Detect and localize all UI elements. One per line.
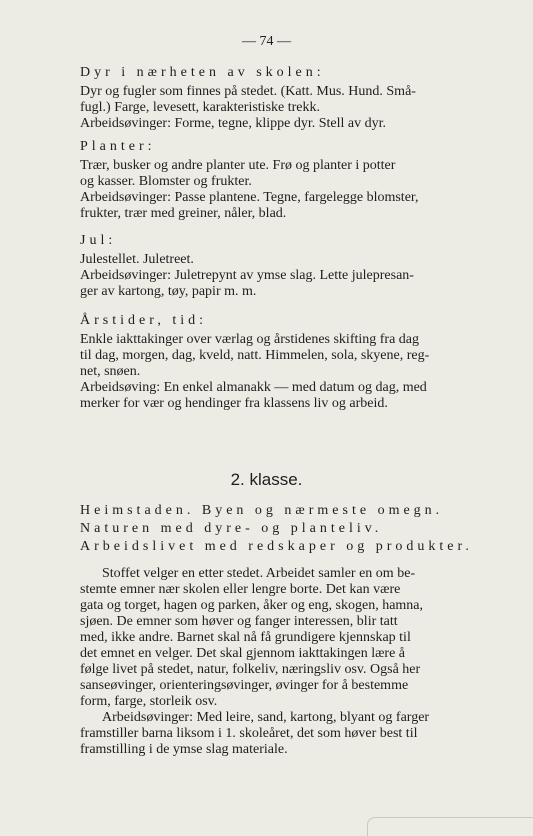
text-line: og kasser. Blomster og frukter. <box>80 174 252 189</box>
text-line: merker for vær og hendinger fra klassens liv og arbeid. <box>80 396 388 411</box>
text-line: Stoffet velger en etter stedet. Arbeidet samler en om be- <box>102 566 416 581</box>
text-line: det emnet en velger. Det skal gjennom iakttakingen lære å <box>80 646 406 661</box>
page-number: — 74 — <box>242 34 291 49</box>
section-dyr <box>80 64 490 132</box>
text-line: Arbeidsøvinger: Med leire, sand, kartong, blyant og farger <box>102 710 430 725</box>
page-corner-edge <box>367 817 533 836</box>
section-heading: Årstider, tid: <box>80 313 207 328</box>
class-title: 2. klasse. <box>230 470 303 489</box>
text-line: framstiller barna liksom i 1. skoleåret, det som høver best til <box>80 726 418 741</box>
section-jul <box>80 232 490 300</box>
section-planter <box>80 138 490 222</box>
text-line: følge livet på stedet, natur, folkeliv, næringsliv osv. Også her <box>80 662 421 677</box>
section-body <box>80 332 490 412</box>
text-line: sjøen. De emner som høver og fanger interessen, blir tatt <box>80 614 398 629</box>
paragraph-1 <box>80 566 490 710</box>
section-heading: Planter: <box>80 139 156 154</box>
text-line: stemte emner nær skolen eller lengre borte. Det kan være <box>80 582 401 597</box>
class-headings <box>80 502 490 556</box>
section-body <box>80 84 490 132</box>
text-line: framstilling i de ymse slag materiale. <box>80 742 288 757</box>
text-line: til dag, morgen, dag, kveld, natt. Himmelen, sola, skyene, reg- <box>80 348 430 363</box>
text-line: Julestellet. Juletreet. <box>80 252 194 267</box>
class-heading: Naturen med dyre- og planteliv. <box>80 521 383 536</box>
section-body <box>80 158 490 222</box>
section-arstider <box>80 312 490 412</box>
text-line: frukter, trær med greiner, nåler, blad. <box>80 206 287 221</box>
text-line: Enkle iakttakinger over værlag og årstidenes skifting fra dag <box>80 332 420 347</box>
text-line: net, snøen. <box>80 364 141 379</box>
text-line: form, farge, storleik osv. <box>80 694 218 709</box>
section-heading: Dyr i nærheten av skolen: <box>80 65 325 80</box>
class-heading: Heimstaden. Byen og nærmeste omegn. <box>80 503 444 518</box>
text-line: Arbeidsøvinger: Juletrepynt av ymse slag. Lette julepresan- <box>80 268 414 283</box>
text-line: fugl.) Farge, levesett, karakteristiske trekk. <box>80 100 320 115</box>
text-line: Dyr og fugler som finnes på stedet. (Katt. Mus. Hund. Små- <box>80 84 416 99</box>
text-line: ger av kartong, tøy, papir m. m. <box>80 284 257 299</box>
text-line: gata og torget, hagen og parken, åker og eng, skogen, hamna, <box>80 598 424 613</box>
text-line: Arbeidsøvinger: Forme, tegne, klippe dyr. Stell av dyr. <box>80 116 387 131</box>
class-heading: Arbeidslivet med redskaper og produkter. <box>80 539 473 554</box>
paragraph-2 <box>80 710 490 758</box>
text-line: med, ikke andre. Barnet skal nå få grundigere kjennskap til <box>80 630 411 645</box>
text-line: Arbeidsøvinger: Passe plantene. Tegne, fargelegge blomster, <box>80 190 419 205</box>
text-line: Trær, busker og andre planter ute. Frø og planter i potter <box>80 158 396 173</box>
section-body <box>80 252 490 300</box>
section-heading: Jul: <box>80 233 117 248</box>
text-line: sanseøvinger, orienteringsøvinger, øvinger for å bestemme <box>80 678 409 693</box>
text-line: Arbeidsøving: En enkel almanakk — med datum og dag, med <box>80 380 427 395</box>
